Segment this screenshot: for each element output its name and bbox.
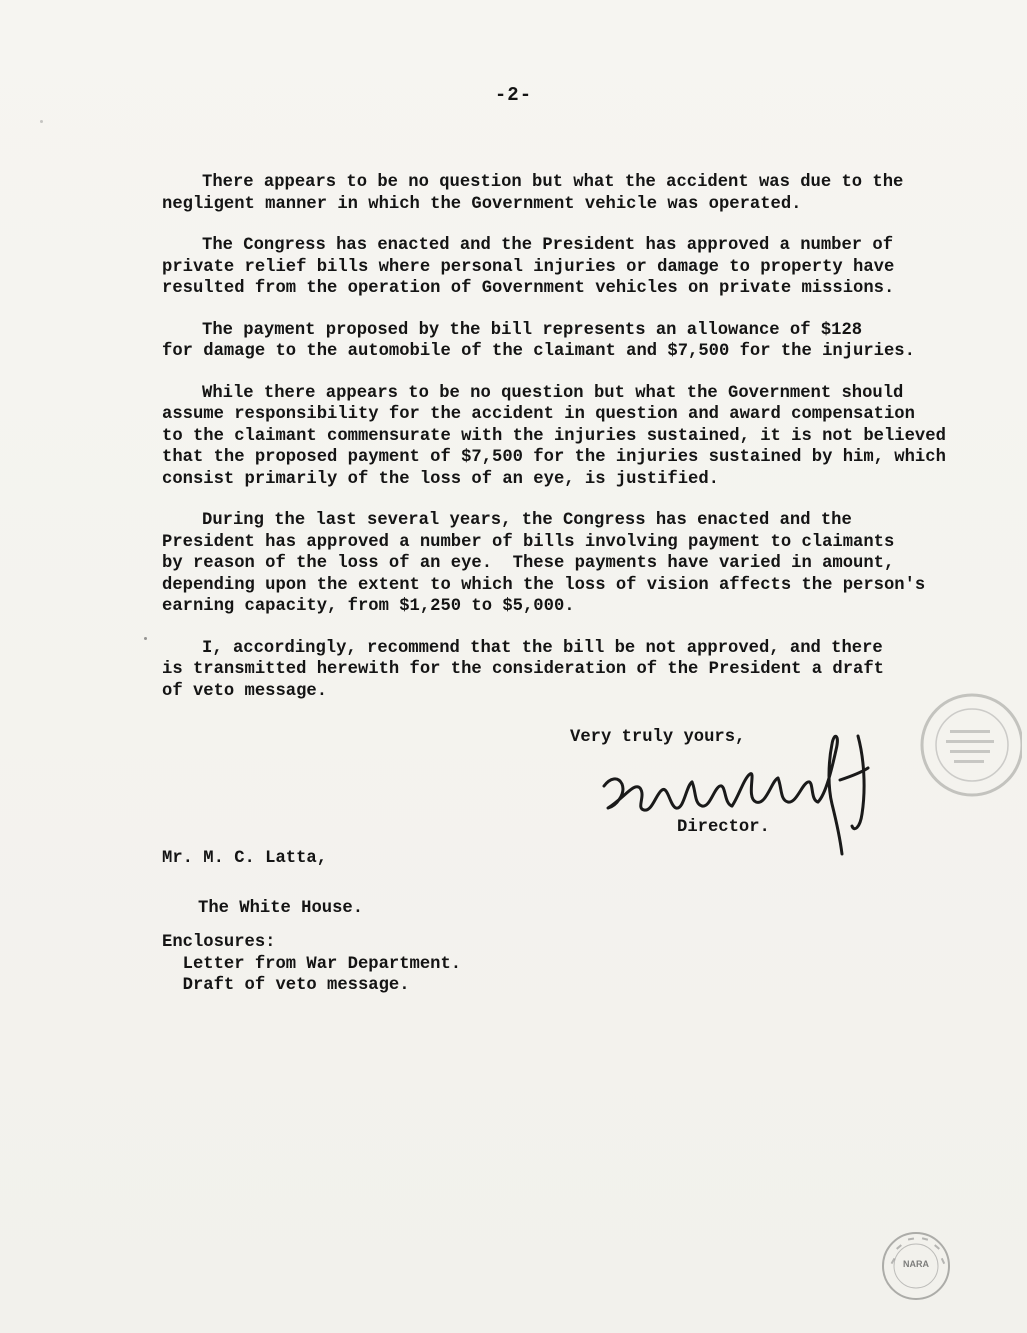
letter-body xyxy=(162,172,962,722)
page-number: -2- xyxy=(494,84,533,106)
addressee-place: The White House. xyxy=(198,898,364,918)
scan-speck xyxy=(40,120,43,123)
enclosure-item-2: Draft of veto message. xyxy=(182,976,410,995)
enclosures-block xyxy=(162,932,461,997)
addressee-block xyxy=(162,848,363,919)
paragraph-4: While there appears to be no question but what the Government should assume responsibility for the accident in question and award compensation to the claimant commensurate with the injuries sustained, it is not believed that the proposed payment of $7,500 for the injuries sustained by him, which consist primarily of the loss of an eye, is justified. xyxy=(162,383,946,489)
scan-speck xyxy=(144,637,147,640)
paragraph-3: The payment proposed by the bill represents an allowance of $128 for damage to the automobile of the claimant and $7,500 for the injuries. xyxy=(162,320,915,361)
paragraph-6: I, accordingly, recommend that the bill be not approved, and there is transmitted herewith for the consideration of the President a draft of veto message. xyxy=(162,638,884,701)
closing-salutation: Very truly yours, xyxy=(570,728,746,747)
paragraph-1: There appears to be no question but what the accident was due to the negligent manner in which the Government vehicle was operated. xyxy=(162,173,904,214)
signer-title: Director. xyxy=(677,818,770,837)
handwritten-signature xyxy=(596,728,886,858)
addressee-name: Mr. M. C. Latta, xyxy=(162,849,328,868)
enclosure-item-1: Letter from War Department. xyxy=(182,954,462,974)
seal-label: NARA xyxy=(903,1259,929,1269)
enclosures-label: Enclosures: xyxy=(162,933,276,952)
library-stamp-icon xyxy=(912,690,1022,800)
paragraph-5: During the last several years, the Congress has enacted and the President has approved a number of bills involving payment to claimants by reason of the loss of an eye. These payments have varied in amount, depending upon the extent to which the loss of vision affects the person's earning capacity, from $1,250 to $5,000. xyxy=(162,511,926,616)
paragraph-2: The Congress has enacted and the President has approved a number of private relief bills where personal injuries or damage to property have resulted from the operation of Government vehicles on private missions. xyxy=(162,236,895,298)
